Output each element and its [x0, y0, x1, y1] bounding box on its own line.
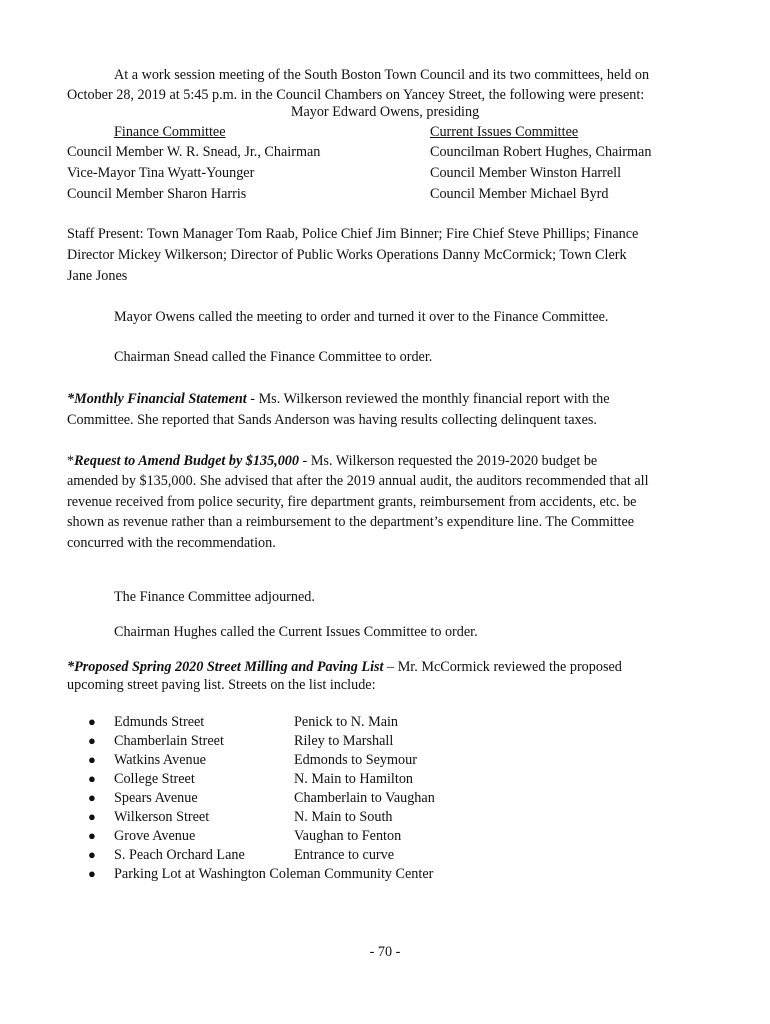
staff-line-2: Director Mickey Wilkerson; Director of Public Works Operations Danny McCormick; Town Clerk — [67, 247, 627, 263]
paving-list-text: – Mr. McCormick reviewed the proposed — [383, 659, 622, 675]
intro-line-2: October 28, 2019 at 5:45 p.m. in the Council Chambers on Yancey Street, the following were present: — [67, 87, 645, 103]
street-segment: Chamberlain to Vaughan — [294, 790, 435, 806]
bullet-icon: ● — [88, 790, 96, 805]
list-item — [0, 807, 770, 827]
amend-budget-asterisk: * — [67, 453, 75, 469]
list-item — [0, 712, 770, 732]
intro-line-1: At a work session meeting of the South Boston Town Council and its two committees, held on — [114, 67, 650, 83]
bullet-icon: ● — [88, 714, 96, 729]
paving-list-line-1 — [67, 657, 622, 677]
current-member-2: Council Member Winston Harrell — [430, 165, 622, 181]
finance-member-1: Council Member W. R. Snead, Jr., Chairman — [67, 144, 321, 160]
street-segment: N. Main to Hamilton — [294, 771, 414, 787]
street-segment: Vaughan to Fenton — [294, 828, 402, 844]
street-segment: Penick to N. Main — [294, 714, 399, 730]
call-to-order-paragraph: Mayor Owens called the meeting to order and turned it over to the Finance Committee. — [114, 309, 609, 325]
monthly-statement-text: - Ms. Wilkerson reviewed the monthly financial report with the — [246, 391, 610, 407]
amend-budget-line-2: amended by $135,000. She advised that after the 2019 annual audit, the auditors recommended that all — [67, 473, 649, 489]
street-name: Chamberlain Street — [114, 733, 224, 749]
amend-budget-line-1 — [67, 451, 597, 471]
list-item — [0, 731, 770, 751]
page-number: - 70 - — [369, 944, 401, 960]
street-name: Spears Avenue — [114, 790, 198, 806]
street-name: Grove Avenue — [114, 828, 196, 844]
street-name: Edmunds Street — [114, 714, 205, 730]
finance-member-2: Vice-Mayor Tina Wyatt-Younger — [67, 165, 255, 181]
paving-list-line-2: upcoming street paving list. Streets on the list include: — [67, 677, 376, 693]
current-member-1: Councilman Robert Hughes, Chairman — [430, 144, 652, 160]
finance-committee-heading: Finance Committee — [114, 124, 226, 140]
bullet-icon: ● — [88, 752, 96, 767]
monthly-statement-title: *Monthly Financial Statement — [67, 391, 247, 407]
amend-budget-line-5: concurred with the recommendation. — [67, 535, 276, 551]
current-issues-committee-heading: Current Issues Committee — [430, 124, 579, 140]
amend-budget-line-3: revenue received from police security, fire department grants, reimbursement from accidents, etc. be — [67, 494, 637, 510]
street-name: College Street — [114, 771, 195, 787]
staff-line-3: Jane Jones — [67, 268, 128, 284]
bullet-icon: ● — [88, 733, 96, 748]
presiding-line: Mayor Edward Owens, presiding — [290, 104, 480, 120]
current-member-3: Council Member Michael Byrd — [430, 186, 609, 202]
monthly-statement-line-1 — [67, 389, 610, 409]
street-name: Wilkerson Street — [114, 809, 210, 825]
bullet-icon: ● — [88, 847, 96, 862]
list-item — [0, 788, 770, 808]
bullet-icon: ● — [88, 828, 96, 843]
street-segment: Entrance to curve — [294, 847, 395, 863]
list-item — [0, 864, 770, 884]
street-segment: Edmonds to Seymour — [294, 752, 417, 768]
bullet-icon: ● — [88, 809, 96, 824]
list-item — [0, 845, 770, 865]
paving-list-title: *Proposed Spring 2020 Street Milling and Paving List — [67, 659, 384, 675]
snead-call-paragraph: Chairman Snead called the Finance Committee to order. — [114, 349, 433, 365]
street-name: S. Peach Orchard Lane — [114, 847, 245, 863]
bullet-icon: ● — [88, 771, 96, 786]
bullet-icon: ● — [88, 866, 96, 881]
staff-line-1: Staff Present: Town Manager Tom Raab, Police Chief Jim Binner; Fire Chief Steve Phillips; Finance — [67, 226, 639, 242]
street-segment: Riley to Marshall — [294, 733, 394, 749]
monthly-statement-line-2: Committee. She reported that Sands Anderson was having results collecting delinquent taxes. — [67, 412, 597, 428]
list-item — [0, 826, 770, 846]
amend-budget-title: Request to Amend Budget by $135,000 — [74, 453, 299, 469]
street-name: Parking Lot at Washington Coleman Community Center — [114, 866, 434, 882]
street-name: Watkins Avenue — [114, 752, 206, 768]
hughes-call-paragraph: Chairman Hughes called the Current Issues Committee to order. — [114, 624, 478, 640]
list-item — [0, 750, 770, 770]
finance-adjourned-paragraph: The Finance Committee adjourned. — [114, 589, 315, 605]
amend-budget-text: - Ms. Wilkerson requested the 2019-2020 budget be — [299, 453, 598, 469]
amend-budget-line-4: shown as revenue rather than a reimbursement to the department’s expenditure line. The Committee — [67, 514, 635, 530]
finance-member-3: Council Member Sharon Harris — [67, 186, 247, 202]
list-item — [0, 769, 770, 789]
street-segment: N. Main to South — [294, 809, 393, 825]
